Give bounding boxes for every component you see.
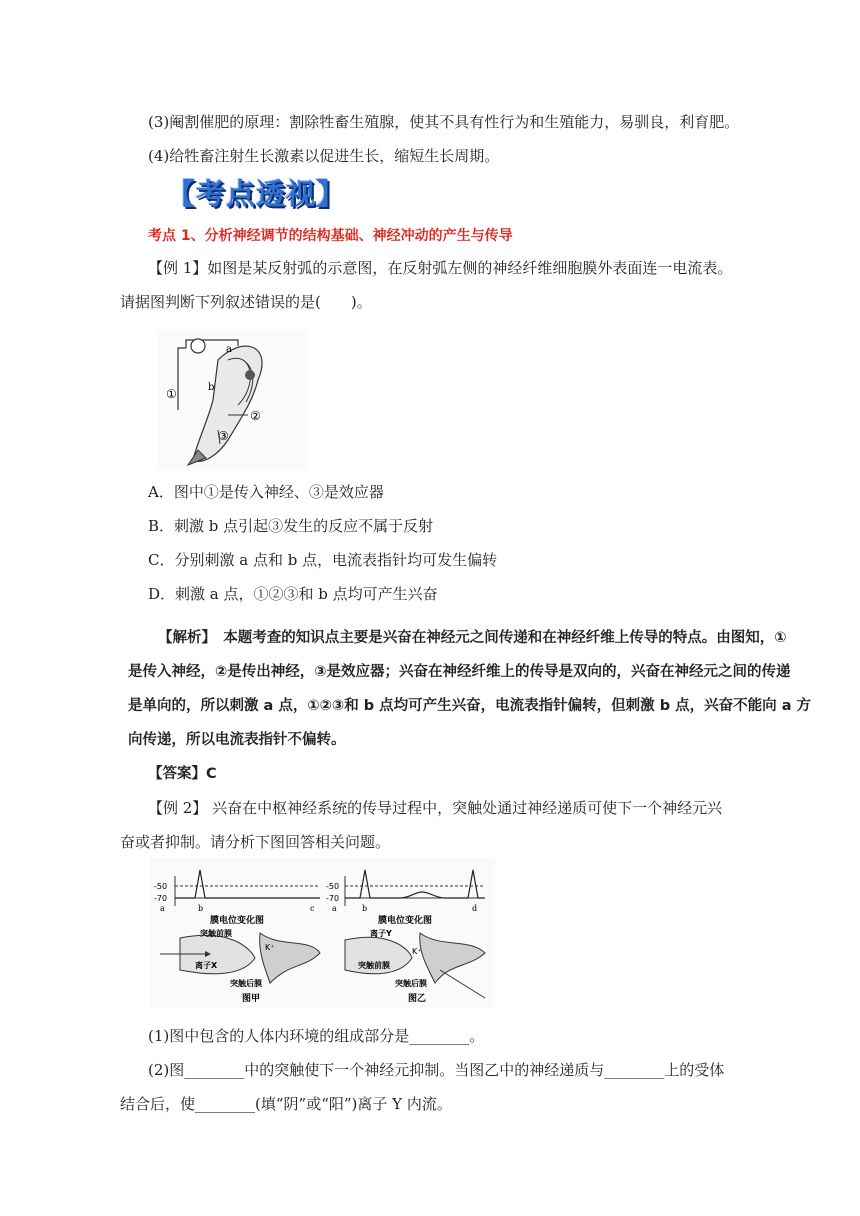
left-pre-label: 突触前膜 bbox=[200, 929, 232, 938]
question-2-line2: 结合后，使________(填“阴”或“阳”)离子 Y 内流。 bbox=[120, 1095, 452, 1113]
right-k-label: K⁺ bbox=[412, 947, 422, 956]
left-label-b: b bbox=[198, 904, 204, 913]
example1-stem-line2: 请据图判断下列叙述错误的是( )。 bbox=[120, 293, 372, 311]
right-ion-label: 离子Y bbox=[370, 929, 392, 938]
synapse-figure bbox=[150, 858, 495, 1008]
intro-paragraph-3: (3)阉割催肥的原理：割除牲畜生殖腺，使其不具有性行为和生殖能力，易驯良，利育肥。 bbox=[148, 113, 740, 131]
left-k-label: K⁺ bbox=[265, 943, 275, 952]
answer: 【答案】C bbox=[148, 766, 217, 782]
question-2-line1: (2)图________中的突触使下一个神经元抑制。当图乙中的神经递质与________上的受体 bbox=[148, 1061, 725, 1079]
example2-stem-line1: 【例 2】 兴奋在中枢神经系统的传导过程中，突触处通过神经递质可使下一个神经元兴 bbox=[148, 799, 723, 817]
option-c: C．分别刺激 a 点和 b 点，电流表指针均可发生偏转 bbox=[148, 551, 498, 569]
left-label-a: a bbox=[160, 904, 165, 913]
question-1: (1)图中包含的人体内环境的组成部分是________。 bbox=[148, 1027, 485, 1045]
label-circle-2: ② bbox=[250, 409, 261, 423]
label-b: b bbox=[208, 382, 215, 393]
analysis-line1: 【解析】 本题考查的知识点主要是兴奋在神经元之间传递和在神经纤维上传导的特点。由图知，① bbox=[158, 630, 787, 646]
left-y-50: -50 bbox=[154, 882, 168, 891]
analysis-line4: 向传递，所以电流表指针不偏转。 bbox=[128, 732, 346, 748]
label-circle-3: ③ bbox=[218, 429, 229, 443]
option-b: B．刺激 b 点引起③发生的反应不属于反射 bbox=[148, 517, 434, 535]
analysis-line3: 是单向的，所以刺激 a 点，①②③和 b 点均可产生兴奋，电流表指针偏转，但刺激 b 点，兴奋不能向 a 方 bbox=[128, 698, 812, 714]
right-label-d: d bbox=[472, 904, 478, 913]
example1-stem-line1: 【例 1】如图是某反射弧的示意图，在反射弧左侧的神经纤维细胞膜外表面连一电流表。 bbox=[148, 259, 733, 277]
reflex-arc-figure bbox=[158, 330, 308, 470]
right-post-label: 突触后膜 bbox=[395, 979, 427, 988]
label-a: a bbox=[226, 344, 232, 355]
left-ion-label: 离子X bbox=[195, 961, 218, 970]
right-label-a: a bbox=[332, 904, 337, 913]
label-circle-1: ① bbox=[166, 387, 177, 401]
left-y-70: -70 bbox=[154, 894, 168, 903]
right-y-70: -70 bbox=[326, 894, 340, 903]
right-y-50: -50 bbox=[326, 882, 340, 891]
right-membrane-title: 膜电位变化图 bbox=[378, 916, 433, 926]
right-figure-name: 图乙 bbox=[408, 994, 427, 1004]
left-figure-name: 图甲 bbox=[242, 994, 261, 1004]
right-label-b: b bbox=[362, 904, 368, 913]
kaodian-heading: 考点 1、分析神经调节的结构基础、神经冲动的产生与传导 bbox=[148, 228, 513, 244]
section-banner: 【考点透视】 bbox=[166, 177, 347, 211]
left-membrane-title: 膜电位变化图 bbox=[210, 916, 265, 926]
intro-paragraph-4: (4)给牲畜注射生长激素以促进生长，缩短生长周期。 bbox=[148, 147, 500, 165]
option-d: D．刺激 a 点，①②③和 b 点均可产生兴奋 bbox=[148, 585, 438, 603]
option-a: A．图中①是传入神经、③是效应器 bbox=[148, 483, 384, 501]
analysis-line2: 是传入神经，②是传出神经，③是效应器；兴奋在神经纤维上的传导是双向的，兴奋在神经元之间的传递 bbox=[128, 664, 791, 680]
left-label-c: c bbox=[310, 904, 315, 913]
right-pre-label: 突触前膜 bbox=[358, 961, 390, 970]
example2-stem-line2: 奋或者抑制。请分析下图回答相关问题。 bbox=[120, 833, 391, 851]
left-post-label: 突触后膜 bbox=[230, 979, 262, 988]
